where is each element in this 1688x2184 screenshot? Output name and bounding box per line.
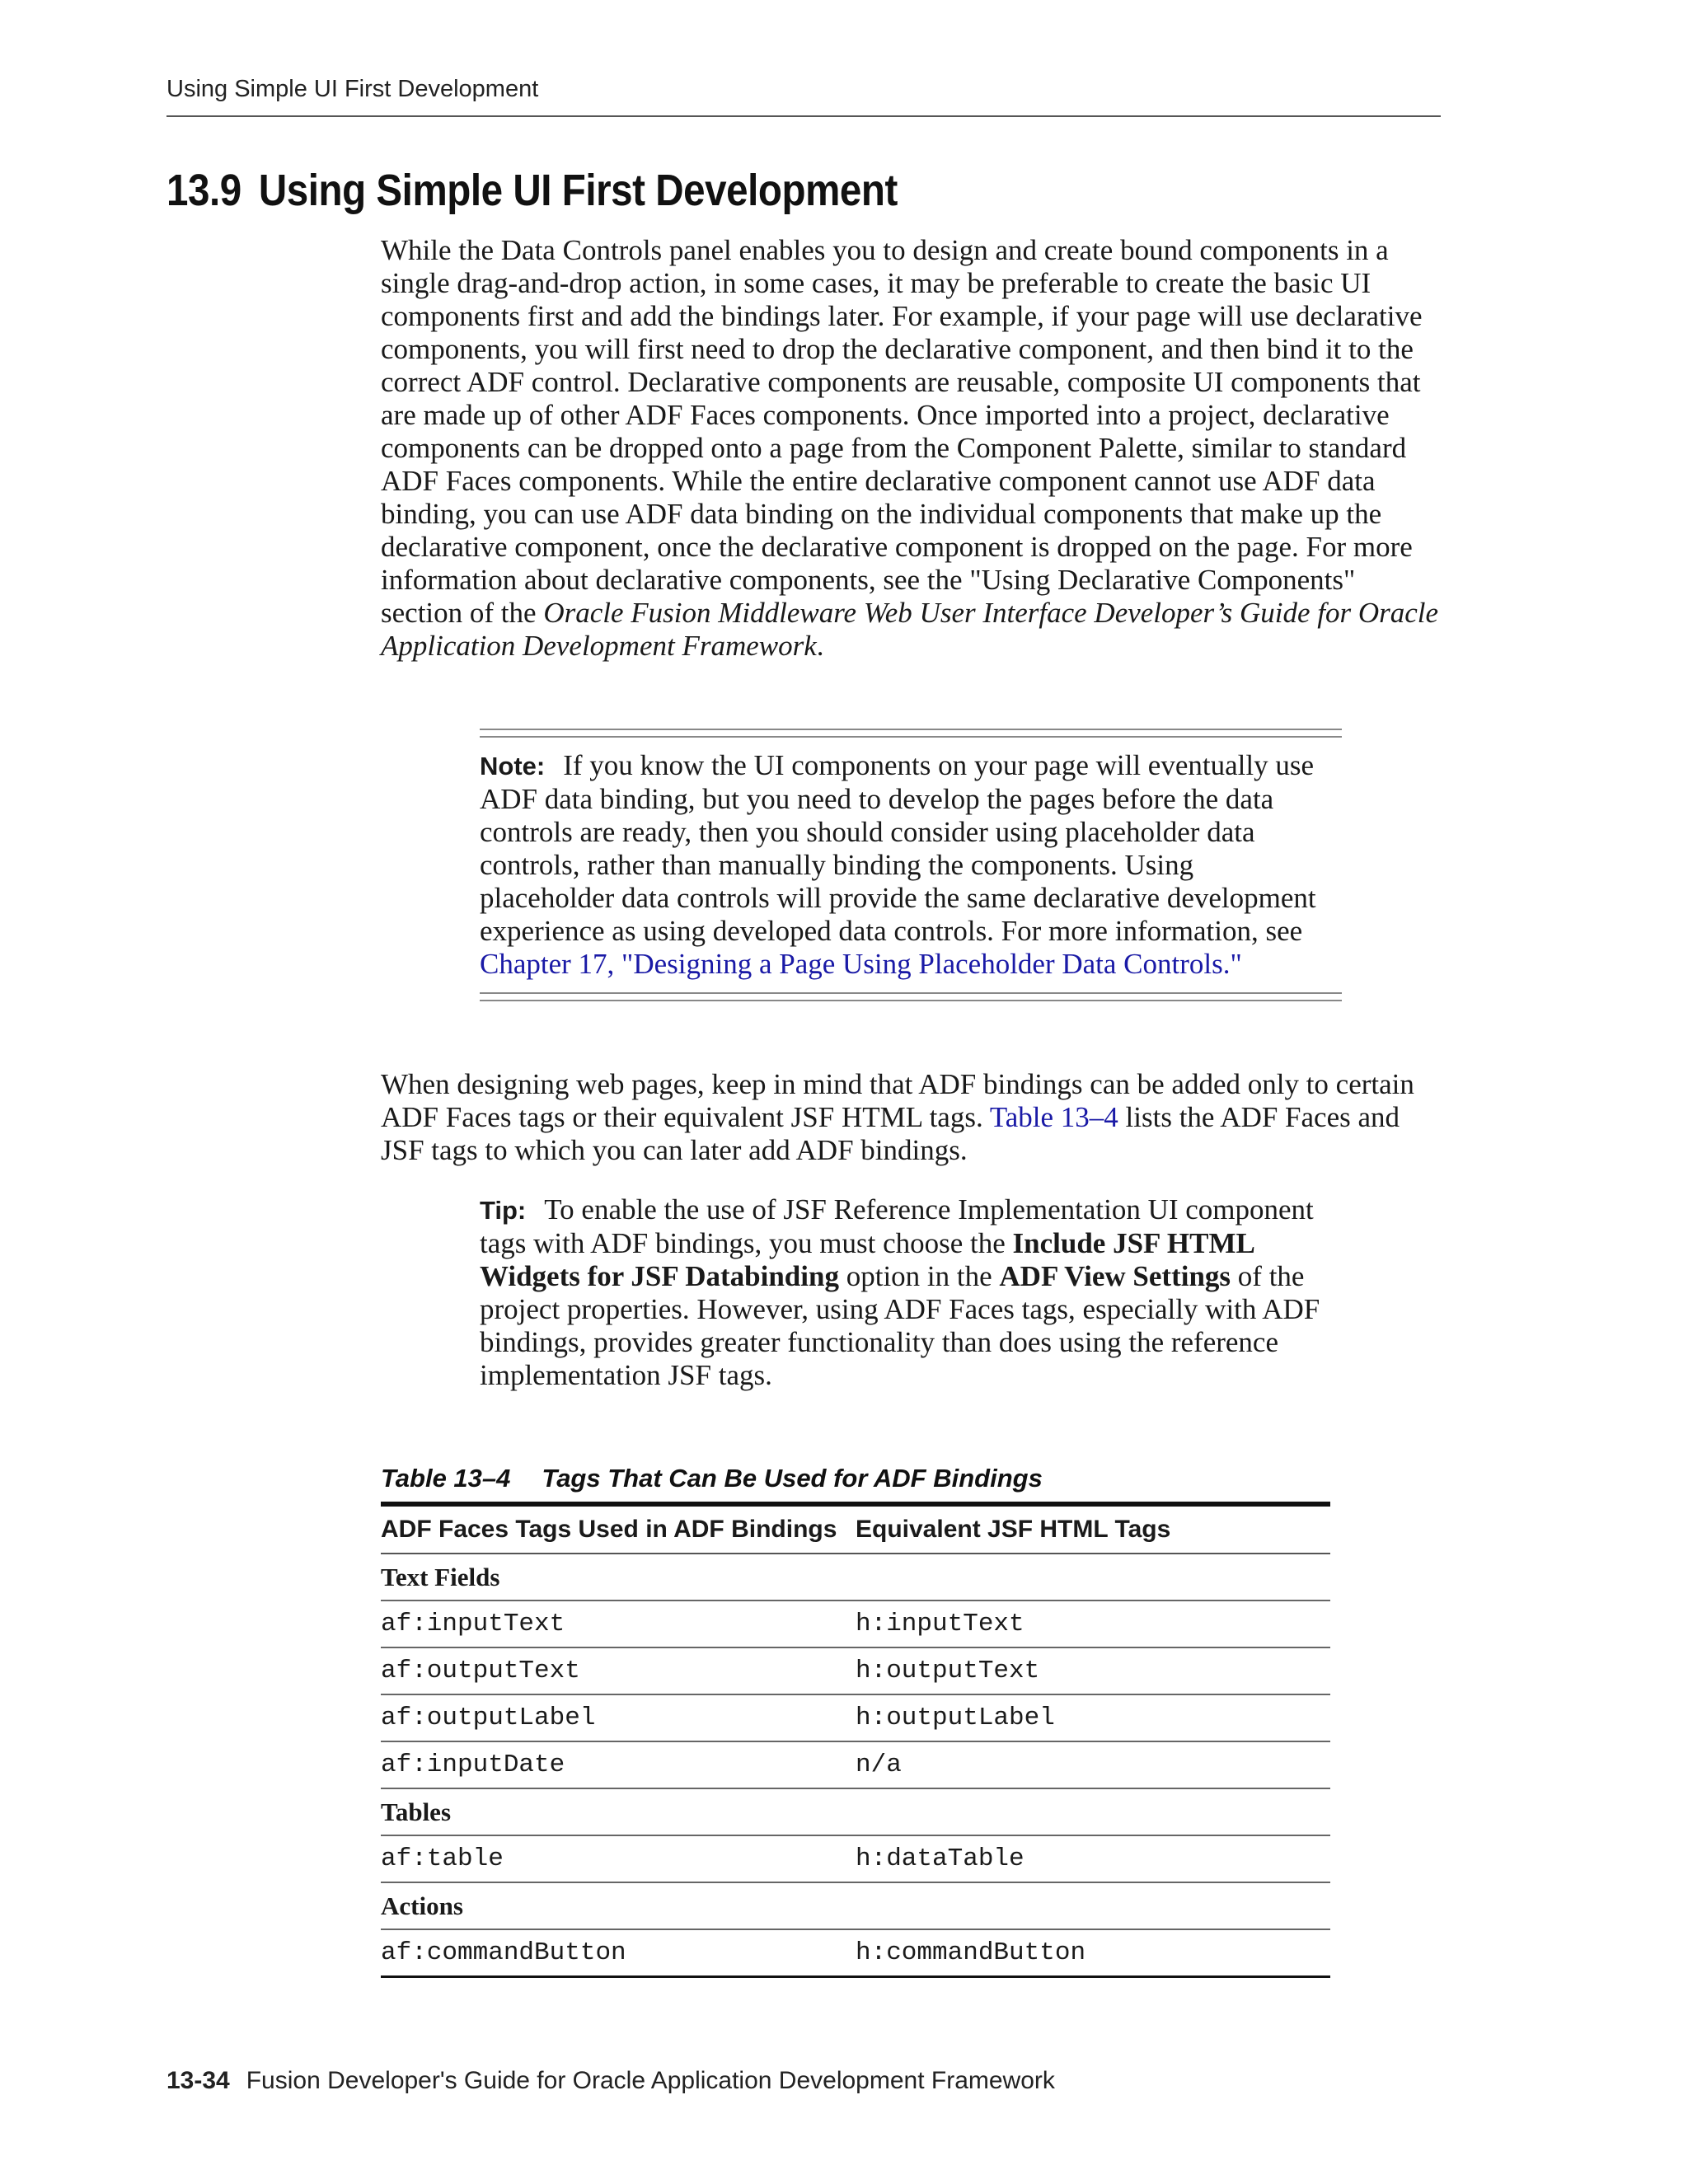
intro-text: While the Data Controls panel enables you to design and create bound components in a single drag-and-drop action, in some cases, it may be preferable to create the basic UI components first and add the bindings later. For example, if your page will use declarative components, you will first need to drop the declarative component, and then bind it to the correct ADF control. Declarative components are reusable, composite UI components that are made up of other ADF Faces components. Once imported into a project, declarative components can be dropped onto a page from the Component Palette, similar to standard ADF Faces components. While the entire declarative component cannot use ADF data binding, you can use ADF data binding on the individual components that make up the declarative component, once the declarative component is dropped on the page. For more information about declarative components, see the "Using Declarative Components" section of the [381,234,1423,629]
category-text-fields: Text Fields [381,1554,1330,1601]
section-number: 13.9 [166,166,241,215]
adf-tag-cell: af:outputText [381,1647,856,1694]
table-row [381,1741,1330,1788]
running-header: Using Simple UI First Development [166,76,539,102]
note-text [480,738,1342,992]
intro-book-title: Oracle Fusion Middleware Web User Interface Developer’s Guide for Oracle Application Development Framework [381,597,1439,662]
tip-box [480,1193,1342,1392]
jsf-tag-cell: h:outputLabel [856,1694,1330,1741]
note-body: If you know the UI components on your page will eventually use ADF data binding, but you need to develop the pages before the data controls are ready, then you should consider using placeholder data controls, rather than manually binding the components. Using placeholder data controls will provide the same declarative development experience as using developed data controls. For more information, see [480,749,1316,947]
table-category-row [381,1554,1330,1601]
tip-text-3: of the project properties. However, using ADF Faces tags, especially with ADF bindings, provides greater functionality than does using the reference implementation JSF tags. [480,1260,1320,1391]
tip-text-1: To enable the use of JSF Reference Implementation UI component tags with ADF bindings, you must choose the [480,1193,1314,1259]
tip-text-2: option in the [838,1260,1000,1292]
tip-label: Tip: [480,1196,527,1225]
table-category-row [381,1788,1330,1835]
table-reference-link[interactable]: Table 13–4 [989,1101,1118,1133]
note-top-rule [480,729,1342,738]
section-heading [166,165,898,216]
note-label: Note: [480,752,546,780]
column-header-jsf: Equivalent JSF HTML Tags [856,1504,1330,1554]
para2-text-before: When designing web pages, keep in mind that ADF bindings can be added only to certain ADF Faces tags or their equivalent JSF HTML tags. [381,1068,1414,1133]
note-chapter-link[interactable]: Chapter 17, "Designing a Page Using Placeholder Data Controls." [480,948,1242,980]
table-row [381,1694,1330,1741]
table-caption-title: Tags That Can Be Used for ADF Bindings [542,1464,1043,1493]
para2-text-after: lists the ADF Faces and JSF tags to which you can later add ADF bindings. [381,1101,1400,1166]
bindings-paragraph [381,1068,1444,1167]
note-box [480,729,1342,1001]
note-bottom-rule [480,992,1342,1001]
jsf-tag-cell: h:outputText [856,1647,1330,1694]
column-header-adf: ADF Faces Tags Used in ADF Bindings [381,1504,856,1554]
table-row [381,1647,1330,1694]
category-actions: Actions [381,1882,1330,1929]
jsf-tag-cell: n/a [856,1741,1330,1788]
jsf-tag-cell: h:inputText [856,1601,1330,1647]
adf-tag-cell: af:inputText [381,1601,856,1647]
category-tables: Tables [381,1788,1330,1835]
adf-tag-cell: af:inputDate [381,1741,856,1788]
intro-paragraph [381,234,1444,663]
table-category-row [381,1882,1330,1929]
table-caption [381,1464,1043,1493]
header-rule [166,115,1441,117]
tip-option-name: Include JSF HTML Widgets for JSF Databinding [480,1227,1254,1292]
adf-tag-cell: af:table [381,1835,856,1882]
jsf-tag-cell: h:dataTable [856,1835,1330,1882]
table-row [381,1835,1330,1882]
footer-book-title: Fusion Developer's Guide for Oracle Application Development Framework [246,2067,1055,2094]
tip-settings-name: ADF View Settings [999,1260,1231,1292]
table-row [381,1929,1330,1977]
table-header-row [381,1504,1330,1554]
adf-tags-table [381,1502,1330,1978]
section-title: Using Simple UI First Development [258,166,898,215]
table-row [381,1601,1330,1647]
page-number: 13-34 [166,2067,230,2094]
adf-tag-cell: af:outputLabel [381,1694,856,1741]
jsf-tag-cell: h:commandButton [856,1929,1330,1977]
table-caption-number: Table 13–4 [381,1464,511,1493]
intro-end: . [816,630,824,662]
adf-tag-cell: af:commandButton [381,1929,856,1977]
page-footer [166,2067,1055,2095]
